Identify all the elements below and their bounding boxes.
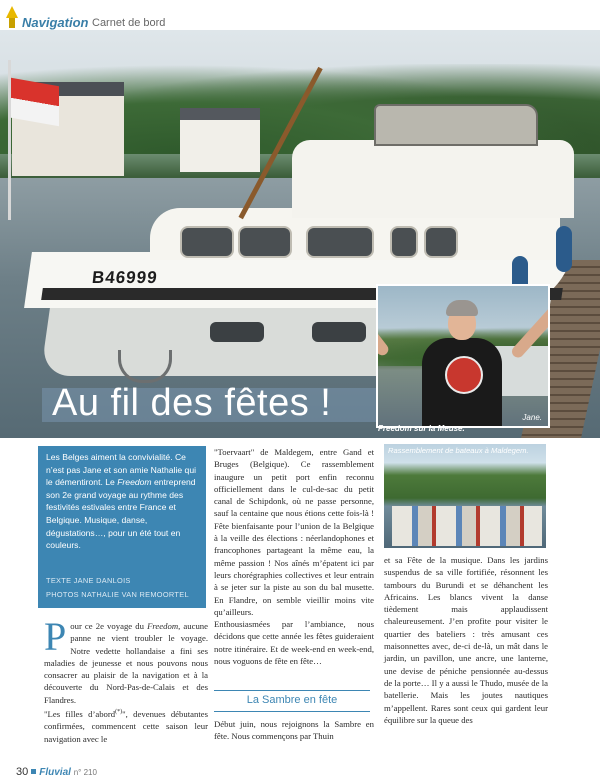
article-title: Au fil des fêtes ! [52,382,332,424]
article-column-2 [214,446,374,667]
body-text: "Toervaart" de Maldegem, entre Gand et Bruges (Belgique). Ce rassemblement inaugure un petit port enfin reconnu officiellement dans le cul-de-sac du petit canal de Schipdonk, où ne passe personne, sauf la centaine que nous étions cette fois-là ! Fête bienfaisante pour l’union de la Belgique à la veille des élections : néerlandophones et francophones partageant la même eau, la même passion ! Nos aînés m’épatent ici par leurs chorégraphies collectives et leur entrain à se jeter sur la piste au son du bal musette. En Flandre, on semble vieillir moins vite qu’ailleurs. [214,447,374,617]
drop-cap: P [44,614,67,659]
inset-photo [376,284,550,428]
body-text: Enthousiasmées par l’ambiance, nous décidons que cette année les fêtes guideraient notre itinéraire. Et de week-end en week-end, nous voguons de fête en fête… [214,619,374,667]
house [180,108,260,172]
page-footer [16,766,97,778]
section-subtitle: Carnet de bord [92,17,166,29]
boat-registration: B46999 [91,268,159,287]
body-text: our ce 2e voyage du [70,621,148,631]
person-hair [446,300,478,316]
body-text: "Les filles d’abord [44,708,116,719]
flag-icon [6,6,18,18]
body-text: , aucune panne ne vient troubler le voyage. Notre vedette hollandaise a fini ses maladies de jeunesse et nous pouvons nous consacrer au plaisir de la navigation et à la découverte du Nord-Pas-de-Calais et des Flandres. [44,621,208,705]
intro-text [46,451,200,552]
shirt-logo [445,356,483,394]
page-number: 30 [16,766,29,778]
boat-name: Freedom [147,621,179,631]
photo-caption: Rassemblement de bateaux à Maldegem. [388,446,529,455]
inset-caption: Freedom sur la Meuse. [378,424,465,433]
magazine-name: Fluvial [39,767,71,778]
boat-window [390,226,418,258]
boat-fender [556,226,572,272]
article-column-3: et sa Fête de la musique. Dans les jardins suspendus de sa ville fortifiée, résonnent les tambours du Burundi et se déhanchent les Africains. Les blancs vivent la danse tièdement mais applaudissent chaleureusement. J’en profite pour visiter le quartier des bateliers : très amusant ces maisonnettes avec, de-ci de-là, un mât dans le jardin, un pavillon, une ancre, une lanterne, une devise de péniche pensionnée au-dessus de la porte… Il y a aussi le Thudo, musée de la batellerie. Mais les joutes nautiques m’appellent. Rares sont ceux qui gardent leur équilibre sur la queue des [384,555,548,725]
subhead-rule [214,711,370,712]
body-text: ", devenues débutantes confirmées, commencent cette saison leur navigation avec le [44,708,208,744]
boat-cabin [292,140,574,218]
intro-text-part: Les Belges aiment la convivialité. Ce n’est pas Jane et son amie Nathalie qui le démentiront. Le [46,452,197,488]
footnote-marker: (*) [115,709,123,716]
credit-photos: PHOTOS NATHALIE VAN REMOORTEL [46,590,189,599]
boat-porthole [312,322,366,342]
article-column-2-continued: Début juin, nous rejoignons la Sambre en fête. Nous commençons par Thuin [214,719,374,742]
section-title: Navigation [22,15,89,30]
canal-photo [384,444,546,548]
boat-wheelhouse [374,104,538,146]
article-column-1 [44,614,208,745]
subheading: La Sambre en fête [246,694,338,706]
flag [11,78,59,126]
boat-window [424,226,458,258]
moored-boats [392,506,542,546]
issue-number: n° 210 [73,768,97,777]
boat-window [306,226,374,258]
credit-text: TEXTE JANE DANLOIS [46,576,131,585]
boat-name: Freedom [117,477,152,488]
boat-porthole [210,322,264,342]
footer-square-icon [31,769,36,774]
intro-text-part: entreprend son 2e grand voyage au rythme des festivités estivales entre France et Belgique. Musique, danse, dégustations…, pour un été tout en couleurs. [46,477,196,551]
subhead-rule [214,690,370,691]
boat-window [238,226,292,258]
boat-window [180,226,234,258]
photo-credit: Jane. [522,413,542,422]
